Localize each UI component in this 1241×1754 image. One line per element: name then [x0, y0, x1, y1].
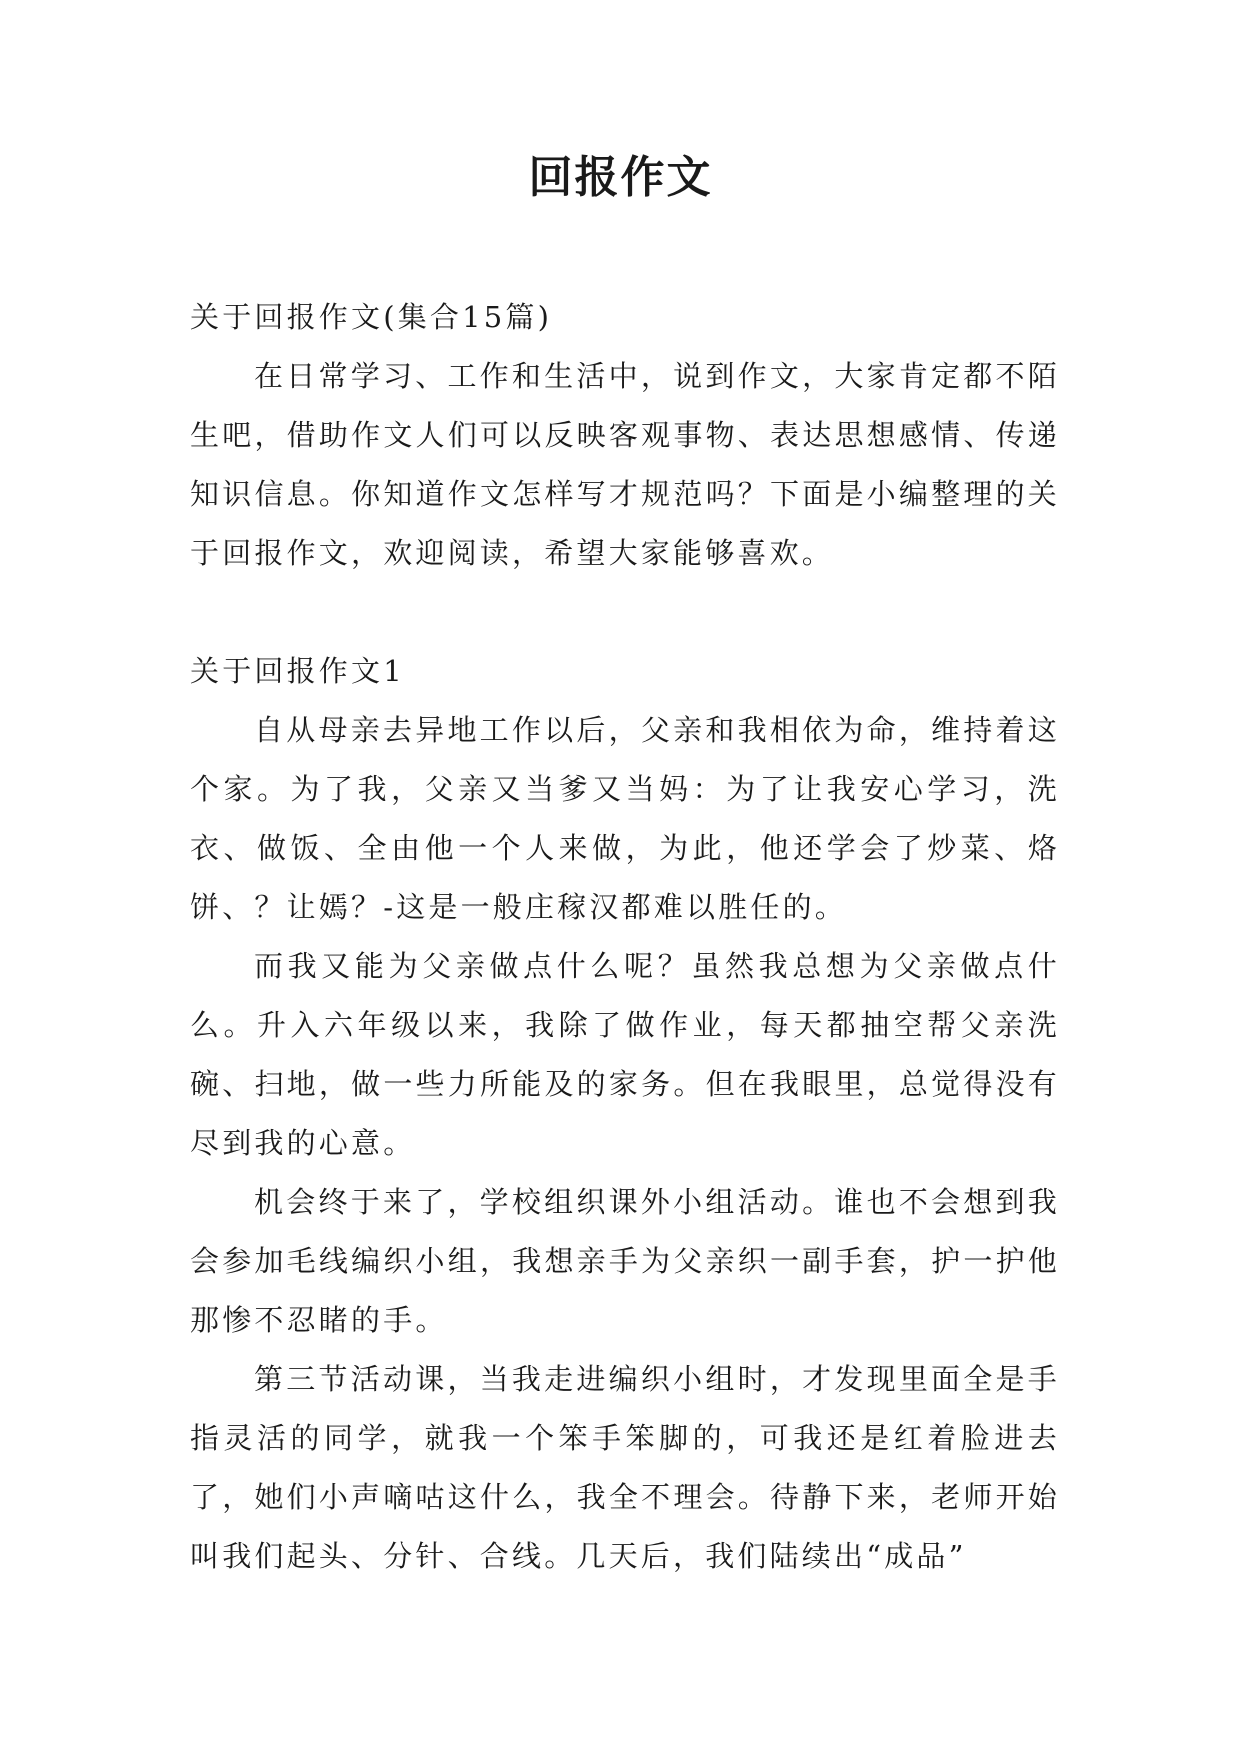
document-body: [190, 288, 1060, 1586]
paragraph-spacer: [190, 583, 1060, 642]
section-heading: 关于回报作文1: [190, 654, 405, 688]
body-paragraph: 自从母亲去异地工作以后，父亲和我相依为命，维持着这个家。为了我，父亲又当爹又当妈：为了让我安心学习，洗衣、做饭、全由他一个人来做，为此，他还学会了炒菜、烙饼、？让嫣？-这是一般庄稼汉都难以胜任的。: [190, 713, 1060, 924]
body-paragraph: 第三节活动课，当我走进编织小组时，才发现里面全是手指灵活的同学，就我一个笨手笨脚的，可我还是红着脸进去了，她们小声嘀咕这什么，我全不理会。待静下来，老师开始叫我们起头、分针、合线。几天后，我们陆续出“成品”: [190, 1362, 1060, 1573]
intro-paragraph: 在日常学习、工作和生活中，说到作文，大家肯定都不陌生吧，借助作文人们可以反映客观事物、表达思想感情、传递知识信息。你知道作文怎样写才规范吗？下面是小编整理的关于回报作文，欢迎阅读，希望大家能够喜欢。: [190, 359, 1060, 570]
document-title: 回报作文: [528, 152, 713, 203]
collection-subtitle: 关于回报作文(集合15篇): [190, 300, 553, 334]
body-paragraph: 机会终于来了，学校组织课外小组活动。谁也不会想到我会参加毛线编织小组，我想亲手为父亲织一副手套，护一护他那惨不忍睹的手。: [190, 1185, 1060, 1337]
body-paragraph: 而我又能为父亲做点什么呢？虽然我总想为父亲做点什么。升入六年级以来，我除了做作业，每天都抽空帮父亲洗碗、扫地，做一些力所能及的家务。但在我眼里，总觉得没有尽到我的心意。: [190, 949, 1060, 1160]
